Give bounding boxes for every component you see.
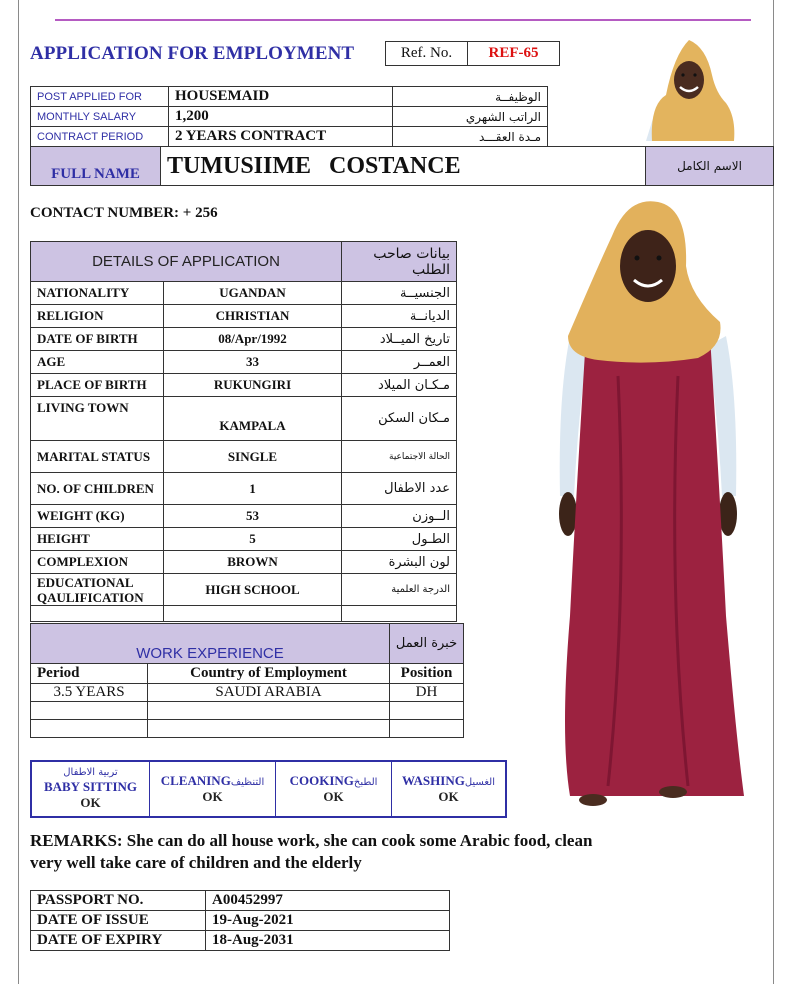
skill-status: OK bbox=[202, 789, 223, 805]
work-country: SAUDI ARABIA bbox=[148, 684, 390, 702]
skill-arabic: التنظيف bbox=[230, 777, 265, 789]
nationality-label: NATIONALITY bbox=[31, 282, 164, 305]
details-row bbox=[31, 328, 457, 351]
post-arabic: الوظيفــة bbox=[393, 87, 548, 107]
skill-status: OK bbox=[438, 789, 459, 805]
passport-table bbox=[30, 890, 450, 951]
marital-arabic: الحالة الاجتماعية bbox=[342, 441, 457, 473]
expiry-date-label: DATE OF EXPIRY bbox=[31, 931, 206, 951]
marital-value: SINGLE bbox=[164, 441, 342, 473]
skill-title: BABY SITTING bbox=[43, 779, 138, 795]
complexion-arabic: لون البشرة bbox=[342, 551, 457, 574]
passport-no-value: A00452997 bbox=[206, 891, 450, 911]
applicant-photo-full bbox=[548, 196, 748, 812]
details-row bbox=[31, 574, 457, 606]
details-row bbox=[31, 551, 457, 574]
nationality-arabic: الجنسيــة bbox=[342, 282, 457, 305]
skill-title: COOKING bbox=[289, 773, 354, 789]
height-value: 5 bbox=[164, 528, 342, 551]
passport-row bbox=[31, 891, 450, 911]
work-country bbox=[148, 720, 390, 738]
work-position bbox=[390, 702, 464, 720]
salary-arabic: الراتب الشهري bbox=[393, 107, 548, 127]
work-country bbox=[148, 702, 390, 720]
dob-label: DATE OF BIRTH bbox=[31, 328, 164, 351]
living-town-arabic: مـكان السكن bbox=[342, 397, 457, 441]
details-row bbox=[31, 351, 457, 374]
children-arabic: عدد الاطفال bbox=[342, 473, 457, 505]
weight-value: 53 bbox=[164, 505, 342, 528]
details-table bbox=[30, 241, 457, 622]
skills-box bbox=[30, 760, 507, 818]
religion-label: RELIGION bbox=[31, 305, 164, 328]
work-experience-table bbox=[30, 623, 464, 738]
children-label: NO. OF CHILDREN bbox=[31, 473, 164, 505]
passport-no-label: PASSPORT NO. bbox=[31, 891, 206, 911]
work-position bbox=[390, 720, 464, 738]
ref-box bbox=[385, 41, 560, 66]
nationality-value: UGANDAN bbox=[164, 282, 342, 305]
weight-label: WEIGHT (KG) bbox=[31, 505, 164, 528]
details-row bbox=[31, 528, 457, 551]
details-row bbox=[31, 473, 457, 505]
salary-row bbox=[31, 107, 548, 127]
remarks: REMARKS: She can do all house work, she can cook some Arabic food, clean very well take care of children and the elderly bbox=[30, 831, 593, 872]
dob-value: 08/Apr/1992 bbox=[164, 328, 342, 351]
details-row bbox=[31, 374, 457, 397]
col-position: Position bbox=[390, 664, 464, 684]
issue-date-value: 19-Aug-2021 bbox=[206, 911, 450, 931]
contract-row bbox=[31, 127, 548, 147]
work-period: 3.5 YEARS bbox=[31, 684, 148, 702]
details-header-arabic: بيانات صاحب الطلب bbox=[342, 242, 457, 282]
work-title-arabic: خبرة العمل bbox=[390, 624, 464, 664]
skill-title: WASHING bbox=[401, 773, 465, 789]
height-label: HEIGHT bbox=[31, 528, 164, 551]
skill-arabic: الطبخ bbox=[353, 777, 378, 789]
details-header: DETAILS OF APPLICATION bbox=[31, 242, 342, 282]
height-arabic: الطـول bbox=[342, 528, 457, 551]
education-value: HIGH SCHOOL bbox=[164, 574, 342, 606]
expiry-date-value: 18-Aug-2031 bbox=[206, 931, 450, 951]
work-row bbox=[31, 702, 464, 720]
complexion-label: COMPLEXION bbox=[31, 551, 164, 574]
full-name-arabic: الاسم الكامل bbox=[645, 147, 773, 185]
details-header-row bbox=[31, 242, 457, 282]
ref-value: REF-65 bbox=[488, 45, 539, 61]
page-title: APPLICATION FOR EMPLOYMENT bbox=[30, 43, 355, 64]
top-divider bbox=[55, 19, 751, 21]
living-town-label: LIVING TOWN bbox=[31, 397, 164, 441]
age-arabic: العمــر bbox=[342, 351, 457, 374]
col-country: Country of Employment bbox=[148, 664, 390, 684]
birthplace-label: PLACE OF BIRTH bbox=[31, 374, 164, 397]
marital-label: MARITAL STATUS bbox=[31, 441, 164, 473]
contract-label: CONTRACT PERIOD bbox=[31, 127, 169, 147]
skill-arabic: الغسيل bbox=[464, 777, 496, 789]
work-title: WORK EXPERIENCE bbox=[31, 624, 390, 664]
education-label: EDUCATIONAL QAULIFICATION bbox=[31, 574, 164, 606]
skill-title: CLEANING bbox=[160, 773, 231, 789]
skill-baby-sitting bbox=[32, 762, 150, 816]
full-name-value: TUMUSIIME COSTANCE bbox=[167, 153, 461, 179]
work-period bbox=[31, 720, 148, 738]
details-row bbox=[31, 441, 457, 473]
post-table bbox=[30, 86, 548, 147]
details-row bbox=[31, 282, 457, 305]
age-value: 33 bbox=[164, 351, 342, 374]
skill-status: OK bbox=[323, 789, 344, 805]
contract-arabic: مـدة العقـــد bbox=[393, 127, 548, 147]
details-empty-row bbox=[31, 606, 457, 622]
work-position: DH bbox=[390, 684, 464, 702]
living-town-value: KAMPALA bbox=[164, 397, 342, 441]
passport-row bbox=[31, 911, 450, 931]
religion-value: CHRISTIAN bbox=[164, 305, 342, 328]
contract-value: 2 YEARS CONTRACT bbox=[169, 127, 393, 147]
issue-date-label: DATE OF ISSUE bbox=[31, 911, 206, 931]
education-arabic: الدرجة العلمية bbox=[342, 574, 457, 606]
skill-washing bbox=[392, 762, 505, 816]
post-row bbox=[31, 87, 548, 107]
work-row bbox=[31, 684, 464, 702]
work-period bbox=[31, 702, 148, 720]
salary-label: MONTHLY SALARY bbox=[31, 107, 169, 127]
details-row bbox=[31, 505, 457, 528]
age-label: AGE bbox=[31, 351, 164, 374]
birthplace-value: RUKUNGIRI bbox=[164, 374, 342, 397]
details-row bbox=[31, 397, 457, 441]
dob-arabic: تاريخ الميــلاد bbox=[342, 328, 457, 351]
passport-row bbox=[31, 931, 450, 951]
weight-arabic: الــوزن bbox=[342, 505, 457, 528]
complexion-value: BROWN bbox=[164, 551, 342, 574]
applicant-photo-small bbox=[636, 35, 742, 141]
post-value: HOUSEMAID bbox=[169, 87, 393, 107]
post-label: POST APPLIED FOR bbox=[31, 87, 169, 107]
full-name-label: FULL NAME bbox=[31, 147, 161, 185]
salary-value: 1,200 bbox=[169, 107, 393, 127]
full-name-row bbox=[30, 146, 774, 186]
ref-label: Ref. No. bbox=[386, 42, 468, 65]
work-columns-row bbox=[31, 664, 464, 684]
contact-number: CONTACT NUMBER: + 256 bbox=[30, 205, 218, 221]
skill-cleaning bbox=[150, 762, 276, 816]
birthplace-arabic: مـكـان الميلاد bbox=[342, 374, 457, 397]
skill-cooking bbox=[276, 762, 392, 816]
skill-status: OK bbox=[80, 795, 101, 810]
col-period: Period bbox=[31, 664, 148, 684]
work-row bbox=[31, 720, 464, 738]
skill-arabic: تربية الاطفال bbox=[63, 767, 118, 779]
religion-arabic: الديانــة bbox=[342, 305, 457, 328]
children-value: 1 bbox=[164, 473, 342, 505]
details-row bbox=[31, 305, 457, 328]
work-header-row bbox=[31, 624, 464, 664]
